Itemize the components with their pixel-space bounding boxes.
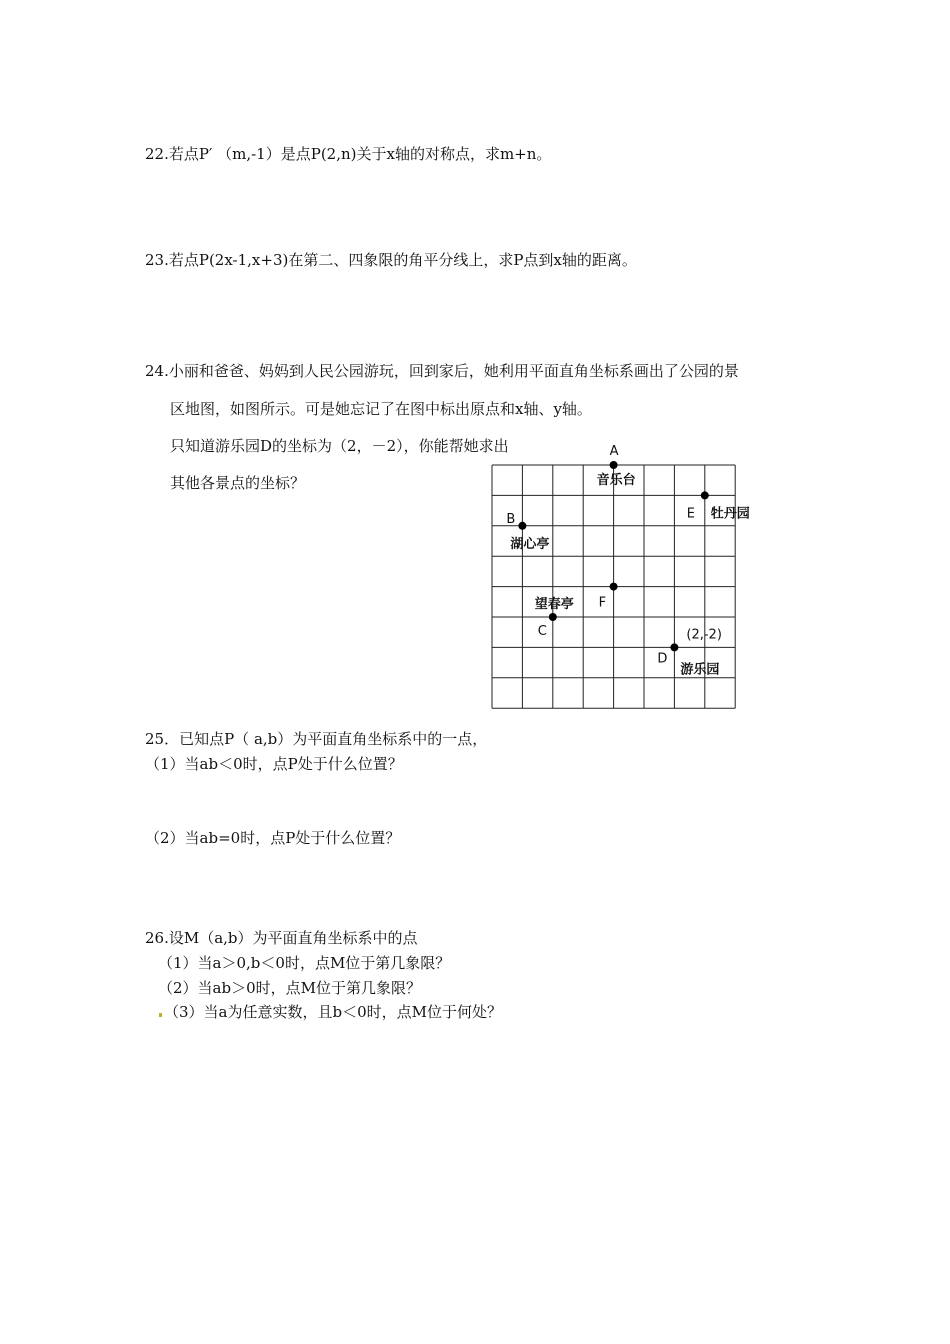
question-24-line2: 区地图，如图所示。可是她忘记了在图中标出原点和x轴、y轴。: [170, 400, 592, 418]
point-e: [701, 491, 709, 499]
question-24-line4: 其他各景点的坐标？: [170, 474, 306, 492]
place-name-e: 牡丹园: [710, 506, 750, 522]
question-25-part2: （2）当ab=0时，点P处于什么位置？: [145, 829, 401, 847]
point-letter-f: F: [598, 595, 607, 611]
point-c: [549, 613, 557, 621]
question-26-part3: （3）当a为任意实数，且b＜0时，点M位于何处？: [164, 1003, 502, 1021]
point-b: [518, 522, 526, 530]
point-letter-c: C: [537, 624, 547, 639]
question-22: 22.若点P′ （m,-1）是点P(2,n)关于x轴的对称点，求m+n。: [145, 145, 552, 163]
question-24-line3: 只知道游乐园D的坐标为（2，－2），你能帮她求出: [170, 437, 509, 455]
point-f: [610, 583, 618, 591]
question-23: 23.若点P(2x-1,x+3)在第二、四象限的角平分线上，求P点到x轴的距离。: [145, 251, 637, 269]
point-letter-e: E: [686, 506, 696, 522]
coordinate-label-d: (2,-2): [686, 627, 722, 643]
question-25-intro: 25．已知点P（ a,b）为平面直角坐标系中的一点，: [145, 730, 488, 748]
question-25-part1: （1）当ab＜0时，点P处于什么位置？: [145, 755, 403, 773]
place-name-c: 望春亭: [534, 597, 574, 612]
point-letter-d: D: [657, 651, 668, 667]
question-26-part2: （2）当ab＞0时，点M位于第几象限？: [158, 979, 421, 997]
place-name-a: 音乐台: [596, 473, 636, 488]
question-26-intro: 26.设M（a,b）为平面直角坐标系中的点: [145, 929, 418, 947]
point-a: [610, 461, 618, 469]
question-26-part1: （1）当a＞0,b＜0时，点M位于第几象限？: [158, 954, 451, 972]
point-letter-a: A: [609, 444, 619, 459]
stray-mark: [159, 1013, 162, 1017]
point-letter-b: B: [506, 511, 516, 527]
point-d: [670, 643, 678, 651]
park-grid-map: [489, 440, 750, 712]
question-24-line1: 24.小丽和爸爸、妈妈到人民公园游玩，回到家后，她利用平面直角坐标系画出了公园的景: [145, 362, 739, 380]
place-name-d: 游乐园: [680, 662, 720, 678]
place-name-b: 湖心亭: [510, 536, 550, 552]
